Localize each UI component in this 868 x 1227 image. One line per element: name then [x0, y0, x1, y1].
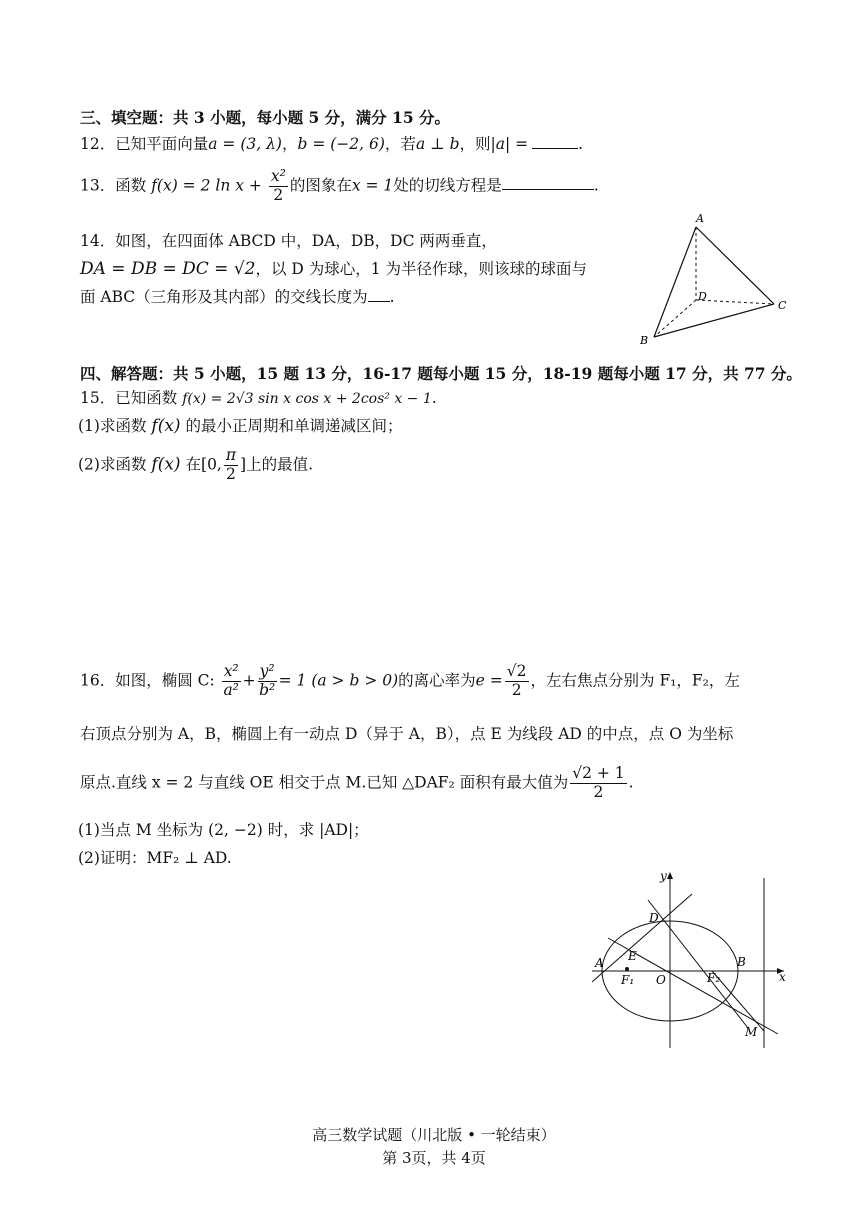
q15-p2-text-a: (2)求函数: [78, 455, 147, 474]
q14-number: 14．: [80, 232, 116, 250]
q15-number: 15．: [80, 389, 116, 407]
question-13: [80, 168, 599, 205]
label-B: B: [737, 955, 746, 969]
q13-text-a: 函数: [115, 176, 147, 195]
q13-func: f(x) = 2 ln x +: [151, 176, 262, 195]
q13-text-b: 的图象在: [289, 176, 352, 195]
q15-intro: 已知函数: [115, 389, 178, 407]
q16-part1: (1)当点 M 坐标为 (2, −2) 时，求 |AD|；: [78, 821, 369, 839]
y-axis-arrow: [667, 872, 673, 879]
section3-header: 三、填空题：共 3 小题，每小题 5 分，满分 15 分。: [80, 108, 451, 127]
q16-x-frac: [222, 663, 241, 700]
q12-abs: |a| =: [490, 135, 529, 153]
q16-max-num: √2 + 1: [572, 764, 625, 782]
question-14-line2: [80, 257, 587, 279]
q15-pi: π: [225, 446, 237, 464]
q14-answer-blank: [368, 300, 390, 302]
q12-text-a: 已知平面向量: [115, 135, 209, 153]
q15-pi-over-2: [224, 447, 238, 484]
q15-part1: [78, 414, 403, 436]
label-E: E: [628, 949, 637, 963]
q12-text-b: ，若: [384, 135, 416, 153]
q16-y-den: b²: [259, 680, 276, 699]
question-16-line1: [80, 663, 740, 700]
question-14-line1: [80, 229, 497, 251]
edge-AC: [696, 227, 774, 304]
q12-end: .: [578, 135, 584, 153]
label-F1: F₁: [621, 973, 635, 987]
footer-title: 高三数学试题（川北版 • 一轮结束）: [312, 1126, 556, 1144]
q16-plus: +: [242, 671, 256, 690]
q16-line3-text: 原点.直线 x = 2 与直线 OE 相交于点 M.已知 △DAF₂ 面积有最大值为: [80, 773, 569, 792]
label-F2: F₂: [707, 971, 721, 985]
label-M: M: [745, 1025, 758, 1039]
q15-function: f(x) = 2√3 sin x cos x + 2cos² x − 1: [182, 391, 432, 407]
footer-page-number: 第 3页，共 4页: [382, 1149, 486, 1167]
q15-p2-interval-start: [0,: [201, 455, 222, 474]
q14-end: .: [389, 288, 395, 306]
q15-p1-func: f(x): [151, 416, 181, 436]
q16-max-den: 2: [593, 782, 604, 801]
q16-x-den: a²: [223, 680, 239, 699]
q16-max-frac: [570, 765, 626, 802]
tetrahedron-figure: [636, 210, 794, 346]
edge-AB: [654, 227, 696, 337]
q13-end: .: [593, 176, 599, 195]
q14-line1: 如图，在四面体 ABCD 中，DA，DB，DC 两两垂直，: [115, 232, 497, 250]
label-D: D: [698, 290, 707, 303]
q12-vec-b: b = (−2, 6): [297, 135, 385, 153]
q15-end: .: [431, 389, 437, 407]
label-B: B: [640, 334, 649, 346]
q14-line3: 面 ABC（三角形及其内部）的交线长度为: [80, 288, 368, 306]
q13-text-c: 处的切线方程是: [393, 176, 502, 195]
q12-sep: ，: [281, 135, 298, 153]
question-16-line3: [80, 765, 634, 802]
q15-p1-text-b: 的最小正周期和单调递减区间；: [185, 417, 403, 435]
q16-intro: 如图，椭圆 C:: [115, 671, 215, 690]
q12-vec-a: a = (3, λ): [208, 135, 282, 153]
q12-perp: a ⊥ b: [415, 135, 460, 153]
label-O: O: [656, 973, 666, 987]
q13-answer-blank: [502, 188, 594, 190]
q16-y-num: y²: [259, 662, 275, 680]
line-AD: [592, 894, 692, 982]
q15-p2-interval-end: ]: [240, 455, 247, 474]
point-F1: [625, 967, 629, 971]
question-15: [80, 386, 437, 408]
q16-line3-end: .: [628, 773, 634, 792]
q16-ecc-frac: [505, 663, 529, 700]
q16-ecc-den: 2: [511, 680, 522, 699]
q16-part2: (2)证明：MF₂ ⊥ AD.: [78, 849, 232, 867]
q13-fraction: [269, 168, 288, 205]
q12-number: 12．: [80, 135, 116, 153]
q15-p1-text-a: (1)求函数: [78, 417, 147, 435]
q16-foci-text: ，左右焦点分别为 F₁，F₂，左: [530, 671, 740, 690]
q13-cond: x = 1: [351, 176, 394, 195]
label-D: D: [649, 911, 659, 925]
section4-header: 四、解答题：共 5 小题，15 题 13 分，16-17 题每小题 15 分，18-19 题每小题 17 分，共 77 分。: [80, 364, 802, 383]
q16-x-num: x²: [223, 662, 239, 680]
q16-number: 16．: [80, 671, 116, 690]
q13-frac-den: 2: [273, 185, 284, 204]
q15-p2-func: f(x): [151, 454, 181, 475]
q15-two: 2: [226, 464, 236, 483]
q16-ecc-lhs: e =: [475, 671, 503, 690]
question-14-line3: [80, 285, 395, 307]
q15-part2: [78, 447, 313, 484]
q13-frac-num: x²: [270, 167, 286, 185]
question-16-line2: 右顶点分别为 A，B，椭圆上有一动点 D（异于 A，B），点 E 为线段 AD 的中点，点 O 为坐标: [80, 725, 734, 743]
q14-line2: ，以 D 为球心，1 为半径作球，则该球的球面与: [255, 260, 588, 278]
question-12: [80, 132, 583, 154]
q15-p2-in: 在: [185, 455, 202, 474]
q15-p2-text-b: 上的最值.: [246, 455, 314, 474]
q14-equation: DA = DB = DC = √2: [80, 259, 256, 279]
q16-ecc-text: 的离心率为: [398, 671, 476, 690]
q16-y-frac: [258, 663, 277, 700]
q16-ellipse-rhs: = 1 (a > b > 0): [278, 671, 399, 690]
edge-DC: [696, 300, 774, 304]
q13-number: 13．: [80, 176, 116, 195]
q16-ecc-num: √2: [506, 662, 527, 680]
label-x: x: [779, 970, 786, 984]
q12-text-c: ，则: [459, 135, 491, 153]
label-A: A: [696, 212, 704, 225]
label-A: A: [595, 956, 604, 970]
ellipse-figure: [588, 868, 788, 1050]
q12-answer-blank: [532, 147, 578, 149]
label-y: y: [660, 869, 667, 883]
label-C: C: [778, 299, 787, 312]
